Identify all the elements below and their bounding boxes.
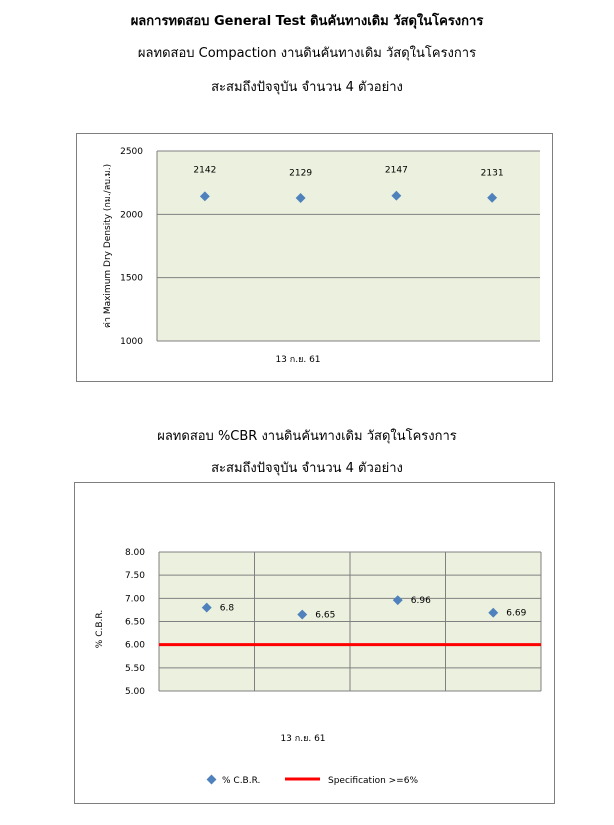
- plot-area: [157, 151, 540, 341]
- y-axis-label: ค่า Maximum Dry Density (กม./ลบ.ม.): [103, 163, 113, 329]
- x-axis-label: 13 ก.ย. 61: [275, 355, 321, 365]
- data-label: 2131: [480, 168, 504, 179]
- cbr-chart: [75, 483, 554, 803]
- page-title: ผลการทดสอบ General Test ดินคันทางเดิม วัสดุในโครงการ: [130, 14, 484, 29]
- legend: [207, 775, 419, 786]
- cbr-subtitle: สะสมถึงปัจจุบัน จำนวน 4 ตัวอย่าง: [211, 461, 403, 476]
- compaction-chart-frame: [76, 133, 553, 382]
- y-tick-label: 7.50: [124, 571, 145, 582]
- data-label: 6.69: [506, 608, 527, 619]
- legend-marker-cbr: [207, 775, 217, 785]
- data-label: 6.96: [410, 596, 431, 607]
- x-axis-label: 13 ก.ย. 61: [280, 734, 326, 744]
- legend-label-spec: Specification >=6%: [328, 776, 419, 786]
- y-tick-label: 2500: [120, 147, 143, 157]
- data-label: 2129: [289, 168, 313, 179]
- compaction-chart: [77, 134, 552, 381]
- data-label: 2142: [193, 165, 217, 176]
- legend-label-cbr: % C.B.R.: [222, 776, 261, 786]
- y-tick-label: 8.00: [124, 548, 145, 558]
- data-label: 6.65: [315, 610, 336, 621]
- cbr-title: ผลทดสอบ %CBR งานดินคันทางเดิม วัสดุในโครงการ: [157, 429, 457, 444]
- compaction-title: ผลทดสอบ Compaction งานดินคันทางเดิม วัสดุในโครงการ: [137, 46, 477, 61]
- data-label: 6.8: [219, 603, 235, 614]
- y-axis-label: % C.B.R.: [95, 609, 105, 649]
- compaction-subtitle: สะสมถึงปัจจุบัน จำนวน 4 ตัวอย่าง: [211, 80, 403, 95]
- y-tick-label: 5.50: [124, 663, 145, 674]
- cbr-chart-frame: [74, 482, 555, 804]
- y-tick-label: 2000: [120, 210, 143, 221]
- y-tick-label: 6.50: [124, 617, 145, 628]
- y-tick-label: 1000: [120, 337, 143, 347]
- y-tick-label: 6.00: [124, 640, 145, 651]
- y-tick-label: 5.00: [124, 687, 145, 697]
- y-tick-label: 7.00: [124, 594, 145, 605]
- data-label: 2147: [384, 165, 408, 176]
- y-tick-label: 1500: [120, 273, 143, 284]
